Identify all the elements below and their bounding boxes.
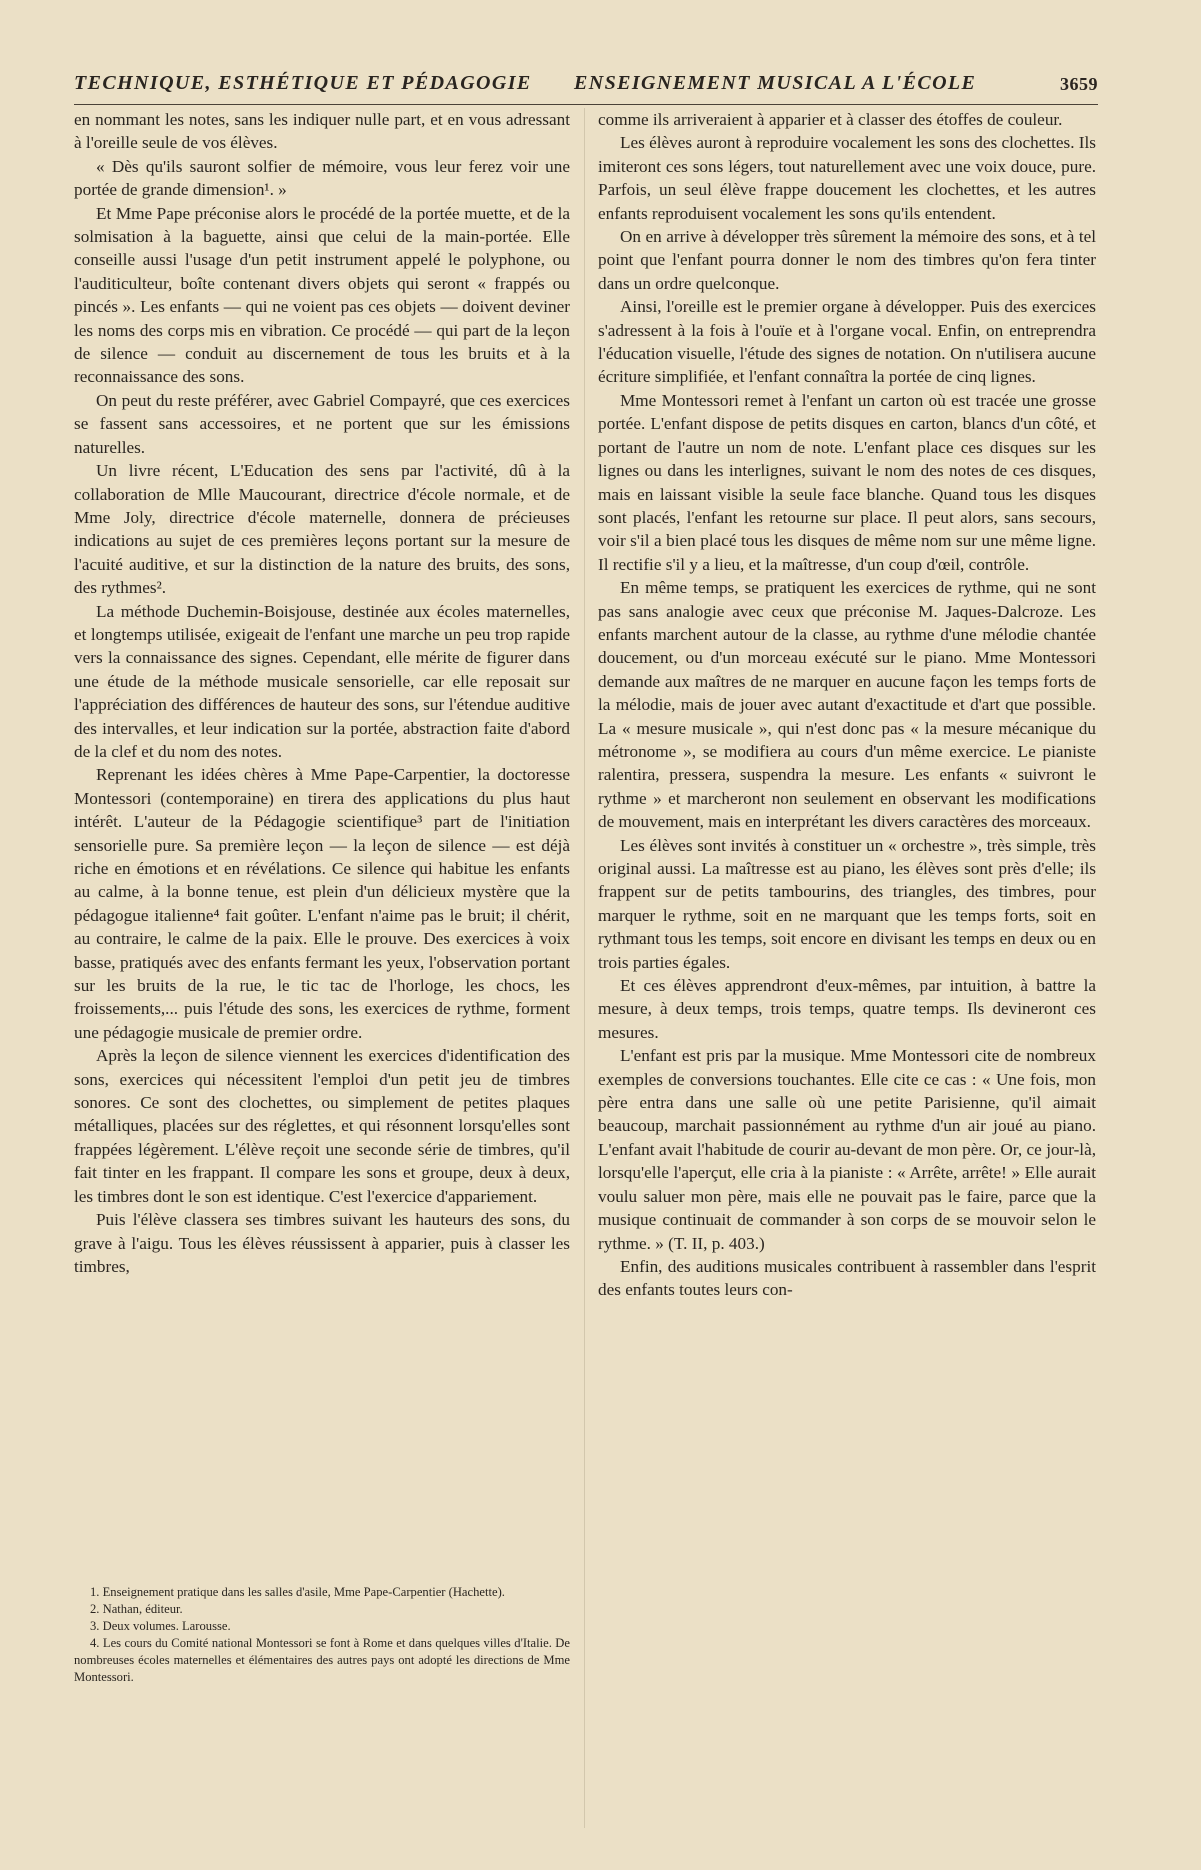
paragraph: L'enfant est pris par la musique. Mme Montessori cite de nombreux exemples de conversions touchantes. Elle cite ce cas : « Une fois, mon père entra dans une salle où une petite Parisienne, qu'il aimait beaucoup, marchait passionnément au rythme d'un air joué au piano. L'enfant avait l'habitude de courir au-devant de mon père. Or, ce jour-là, lorsqu'elle l'aperçut, elle cria à la pianiste : « Arrête, arrête! » Elle aurait voulu saluer mon père, mais elle ne pouvait pas le faire, parce que la musique continuait de commander à son corps de se mouvoir selon le rythme. » (T. II, p. 403.) [598,1046,1096,1253]
paragraph: « Dès qu'ils sauront solfier de mémoire, vous leur ferez voir une portée de grande dimension¹. » [74,156,570,200]
paragraph: Ainsi, l'oreille est le premier organe à développer. Puis des exercices s'adressent à la fois à l'ouïe et à l'organe vocal. Enfin, on entreprendra l'éducation visuelle, l'étude des signes de notation. On n'utilisera aucune écriture simplifiée, et l'enfant connaîtra la portée de cinq lignes. [598,297,1096,387]
right-column [598,108,1096,1302]
paragraph: Après la leçon de silence viennent les exercices d'identification des sons, exercices qui nécessitent l'emploi d'un petit jeu de timbres sonores. Ce sont des clochettes, ou simplement de petites plaques métalliques, placées sur des réglettes, et qui résonnent lorsqu'elles sont frappées légèrement. L'élève reçoit une seconde série de timbres, qu'il fait tinter en les frappant. Il compare les sons et groupe, deux à deux, les timbres dont le son est identique. C'est l'exercice d'appariement. [74,1046,570,1206]
paragraph: Mme Montessori remet à l'enfant un carton où est tracée une grosse portée. L'enfant dispose de petits disques en carton, blancs d'un côté, et portant de l'autre un nom de note. L'enfant place ces disques sur les lignes ou dans les interlignes, suivant le nom des notes de ces disques, mais en laissant visible la seule face blanche. Quand tous les disques sont placés, l'enfant les retourne sur place. Il peut alors, sans secours, voir s'il a bien placé tous les disques de même nom sur une même ligne. Il rectifie s'il y a lieu, et la maîtresse, d'un coup d'œil, contrôle. [598,390,1096,574]
paragraph: comme ils arriveraient à apparier et à classer des étoffes de couleur. [598,110,1063,129]
paragraph: En même temps, se pratiquent les exercices de rythme, qui ne sont pas sans analogie avec ceux que préconise M. Jaques-Dalcroze. Les enfants marchent autour de la classe, au rythme d'une mélodie chantée doucement, ou d'un morceau exécuté sur le piano. Mme Montessori demande aux maîtres de ne marquer en aucune façon les temps forts de la mélodie, mais de jouer avec autant d'exactitude et d'art que possible. La « mesure musicale », qui n'est donc pas « la mesure mécanique du métronome », se modifiera au cours d'un même exercice. Le pianiste ralentira, pressera, suspendra la mesure. Les enfants « suivront le rythme » et marcheront non seulement en observant les modifications de mouvement, mais en interprétant les divers caractères des morceaux. [598,578,1096,832]
paragraph: On en arrive à développer très sûrement la mémoire des sons, et à tel point que l'enfant pourra donner le nom des timbres qu'on fera tinter dans un ordre quelconque. [598,227,1096,293]
column-gutter [584,108,585,1828]
paragraph: La méthode Duchemin-Boisjouse, destinée aux écoles maternelles, et longtemps utilisée, exigeait de l'enfant une marche un peu trop rapide vers la connaissance des signes. Cependant, elle mérite de figurer dans une étude de la méthode musicale sensorielle, car elle reposait sur l'appréciation des différences de hauteur des sons, sur l'étendue auditive des intervalles, et leur indication sur la portée, abstraction faite d'abord de la clef et du nom des notes. [74,601,570,761]
running-header [74,70,1098,105]
paragraph: Puis l'élève classera ses timbres suivant les hauteurs des sons, du grave à l'aigu. Tous les élèves réussissent à apparier, puis à classer les timbres, [74,1210,570,1276]
page-number: 3659 [1060,74,1098,94]
paragraph: Les élèves auront à reproduire vocalement les sons des clochettes. Ils imiteront ces sons légers, tout naturellement avec une voix douce, pure. Parfois, un seul élève frappe doucement les clochettes, et les autres enfants reproduisent vocalement les sons qu'ils entendent. [598,133,1096,223]
paragraph: Les élèves sont invités à constituer un « orchestre », très simple, très original aussi. La maîtresse est au piano, les élèves sont près d'elle; ils frappent sur de petits tambourins, des triangles, des timbres, pour marquer le rythme, soit en ne marquant que les temps forts, soit en rythmant tous les temps, soit encore en divisant les temps en deux ou en trois parties égales. [598,835,1096,972]
footnotes [74,1584,570,1686]
footnote: 1. Enseignement pratique dans les salles d'asile, Mme Pape-Carpentier (Hachette). [90,1585,505,1599]
left-column [74,108,570,1278]
footnote: 4. Les cours du Comité national Montessori se font à Rome et dans quelques villes d'Italie. De nombreuses écoles maternelles et élémentaires des autres pays ont adopté les directions de Mme Montessori. [74,1636,570,1684]
paragraph: Reprenant les idées chères à Mme Pape-Carpentier, la doctoresse Montessori (contemporaine) en tirera des applications du plus haut intérêt. L'auteur de la Pédagogie scientifique³ part de l'initiation sensorielle pure. Sa première leçon — la leçon de silence — est déjà riche en émotions et en révélations. Ce silence qui habitue les enfants au calme, à la bonne tenue, est plein d'un délicieux mystère que la pédagogue italienne⁴ fait goûter. L'enfant n'aime pas le bruit; il chérit, au contraire, le calme de la paix. Elle le prouve. Des exercices à voix basse, pratiqués avec des enfants fermant les yeux, l'observation portant sur les bruits de la rue, le tic tac de l'horloge, les chocs, les froissements,... puis l'étude des sons, les exercices de rythme, forment une pédagogie musicale de premier ordre. [74,765,570,1042]
footnote: 2. Nathan, éditeur. [90,1602,183,1616]
paragraph: en nommant les notes, sans les indiquer nulle part, et en vous adressant à l'oreille seule de vos élèves. [74,110,570,153]
paragraph: On peut du reste préférer, avec Gabriel Compayré, que ces exercices se fassent sans accessoires, et ne portent que sur les émissions naturelles. [74,390,570,457]
header-right-title: ENSEIGNEMENT MUSICAL A L'ÉCOLE [574,72,977,94]
header-left-title: TECHNIQUE, ESTHÉTIQUE ET PÉDAGOGIE [74,72,532,94]
paragraph: Un livre récent, L'Education des sens par l'activité, dû à la collaboration de Mlle Maucourant, directrice d'école normale, et de Mme Joly, directrice d'école maternelle, donnera de précieuses indications au sujet de ces premières leçons portant sur la mesure de l'acuité auditive, et sur la distinction de la nature des bruits, des sons, des rythmes². [74,461,570,598]
paragraph: Enfin, des auditions musicales contribuent à rassembler dans l'esprit des enfants toutes leurs con- [598,1256,1096,1300]
paragraph: Et Mme Pape préconise alors le procédé de la portée muette, et de la solmisation à la baguette, ainsi que celui de la main-portée. Elle conseille aussi l'usage d'un petit instrument appelé le polyphone, ou l'auditiculteur, boîte contenant divers objets qui seront « frappés ou pincés ». Les enfants — qui ne voient pas ces objets — doivent deviner les noms des corps mis en vibration. Ce procédé — qui part de la leçon de silence — conduit au discernement de tous les bruits et à la reconnaissance des sons. [74,203,570,387]
footnote: 3. Deux volumes. Larousse. [90,1619,231,1633]
paragraph: Et ces élèves apprendront d'eux-mêmes, par intuition, à battre la mesure, à deux temps, trois temps, quatre temps. Ils devineront ces mesures. [598,976,1096,1042]
